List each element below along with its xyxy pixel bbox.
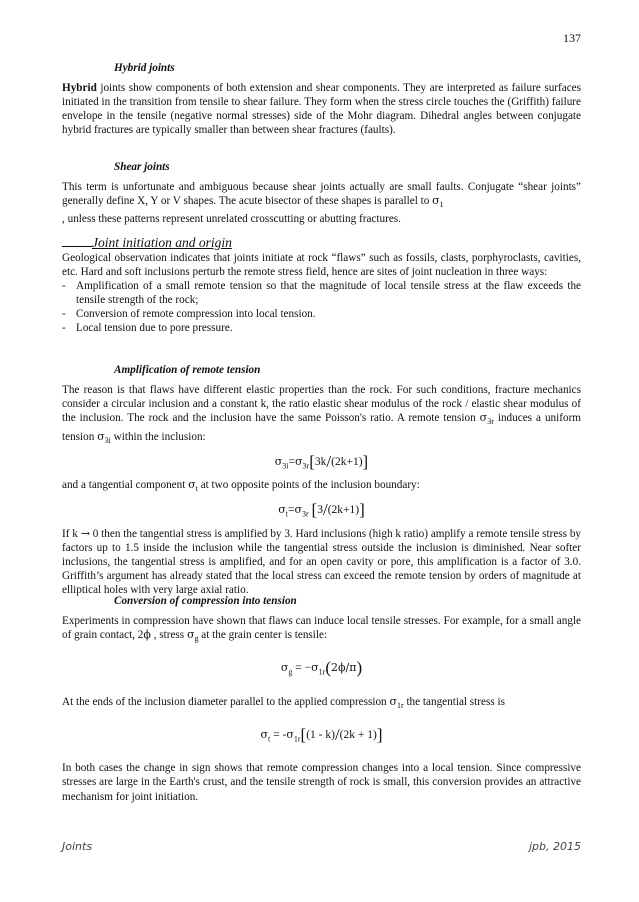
amp-text-a: The reason is that flaws have different elastic properties than the rock. For such conditions, fracture mechanics consider a circular inclusion and a constant k, the ratio elastic shear modulus of the rock / elastic shear modulus of the inclusion. The rock and the inclusion have the same Poisson's ratio. A remote tension (62, 384, 581, 425)
bracket-left: [ (309, 451, 315, 471)
paragraph-conversion-2 (62, 695, 581, 713)
conv-text-d: At the ends of the inclusion diameter parallel to the applied compression (62, 695, 390, 708)
section-amplification (62, 363, 581, 597)
paragraph-conversion-1 (62, 614, 581, 646)
sigma-symbol: σ (294, 503, 302, 517)
paren-right: ) (356, 658, 363, 678)
sigma-symbol: σ (260, 728, 269, 742)
list-item-text: Local tension due to pore pressure. (76, 322, 233, 335)
amp-text-c: within the inclusion: (110, 430, 206, 443)
sigma-subscript: t (195, 484, 198, 494)
eq-subscript: 1r (293, 734, 301, 744)
conv-text-b: , stress (150, 629, 187, 642)
amp-text-e: at two opposite points of the inclusion boundary: (197, 479, 420, 492)
paragraph-shear (62, 180, 581, 227)
sigma-symbol: σ (389, 694, 397, 708)
bullet: - (62, 322, 66, 335)
list-item (62, 279, 581, 307)
eq-subscript: 3r (302, 461, 310, 471)
sigma-symbol: σ (280, 661, 289, 675)
heading-hybrid-joints: Hybrid joints (114, 62, 175, 74)
eq-sign: = - (270, 729, 287, 742)
paragraph-conversion-3: In both cases the change in sign shows that remote compression changes into a local tension. Since compressive stresses are large in the Earth's crust, and the tensile strength of rock is small, this conversion provides an attractive mechanism for joint initiation. (62, 762, 581, 803)
list-item (62, 307, 581, 321)
shear-text-b: , unless these patterns represent unrelated crosscutting or abutting fractures. (62, 213, 401, 226)
eq-subscript: 3i (282, 461, 289, 471)
eq-denominator: (2k + 1) (339, 729, 377, 742)
bracket-right: ] (376, 725, 383, 745)
heading-amplification: Amplification of remote tension (114, 364, 261, 376)
bracket-right: ] (359, 500, 365, 520)
sigma-subscript: 1 (439, 200, 444, 210)
sigma-symbol: σ (479, 411, 488, 425)
sigma-symbol: σ (286, 728, 294, 742)
list-item (62, 321, 581, 335)
bracket-left: [ (300, 725, 307, 745)
eq-body: 3k (314, 455, 327, 468)
phi-symbol: ϕ (143, 628, 151, 642)
sigma-symbol: σ (97, 429, 105, 443)
sigma-subscript: g (194, 634, 199, 644)
sigma-symbol: σ (186, 628, 195, 642)
paragraph-amplification-1 (62, 383, 581, 448)
heading-shear-joints: Shear joints (114, 161, 170, 173)
sigma-symbol: σ (278, 503, 286, 517)
sigma-subscript: 3r (487, 417, 494, 427)
section-shear (62, 160, 581, 227)
eq-subscript: 1r (318, 667, 326, 677)
conv-text-c: at the grain center is tensile: (198, 629, 328, 642)
paren-left: ( (325, 658, 331, 678)
bullet: - (62, 280, 66, 293)
eq-subscript: g (288, 667, 293, 677)
bullet: - (62, 308, 66, 321)
eq-sign: = − (292, 662, 312, 675)
equation-3 (62, 658, 581, 682)
eq-subscript: 3r (301, 509, 309, 519)
sigma-subscript: 3i (104, 435, 111, 445)
page-number: 137 (563, 31, 581, 45)
eq-denominator: (2k+1) (327, 504, 360, 517)
hybrid-lead: Hybrid (62, 82, 97, 94)
equation-4 (62, 725, 581, 749)
eq-body: 2ϕ/π (331, 661, 357, 675)
eq-denominator: (2k+1) (331, 455, 363, 468)
heading-joint-initiation (62, 235, 581, 251)
eq-body: 3 (317, 504, 323, 517)
footer-left: Joints (62, 840, 93, 853)
paragraph-initiation: Geological observation indicates that joints initiate at rock “flaws” such as fossils, clasts, porphyroclasts, cavities, etc. Hard and soft inclusions perturb the remote stress field, hence are sites of joint nucleation in three ways: (62, 252, 581, 279)
arrow-icon: → (80, 526, 90, 540)
conv-text-a: Experiments in compression have shown that flaws can induce local tensile stresses. For example, for a small angle of grain contact, 2 (62, 615, 581, 642)
eq-subscript: t (285, 509, 288, 519)
sigma-symbol: σ (295, 454, 303, 468)
sigma-symbol: σ (188, 478, 196, 492)
amp-text-d: and a tangential component (62, 479, 189, 492)
heading-joint-initiation-text: Joint initiation and origin (92, 235, 232, 250)
footer-right: jpb, 2015 (528, 840, 581, 853)
heading-conversion: Conversion of compression into tension (114, 595, 297, 607)
amp-text-f: If k (62, 527, 81, 540)
sigma-subscript: 1r (396, 700, 404, 710)
hybrid-text: joints show components of both extension and shear components. They are interpreted as failure surfaces initiated in the transition from tensile to shear failure. They form when the stress circle touches the (Griffith) failure envelope in the tensile (negative normal stresses) side of the Mohr diagram. Dihedral angles between conjugate hybrid fractures are typically smaller than between shear fractures (faults). (62, 82, 581, 137)
amp-text-b: induces a uniform tension (62, 412, 582, 443)
sigma-symbol: σ (311, 661, 319, 675)
list-item-text: Conversion of remote compression into local tension. (76, 308, 316, 321)
sigma-symbol: σ (274, 454, 283, 468)
equation-1: $\sigma_{3i}=\sigma_{3r}[3k/(2k+1)]$ (274, 451, 369, 471)
equation-2: $\sigma_t=\sigma_{3r}$ [3/(2k+1)] (278, 500, 365, 520)
eq-slash: / (334, 725, 340, 745)
bracket-left: [ (311, 500, 318, 520)
amp-text-g: 0 then the tangential stress is amplified by 3. Hard inclusions (high k ratio) amplify a remote tensile stress by factors up to 1.5 inside the inclusion while the tangential stress outside the inclusion is diminished. Near softer inclusions, the tangential stress is amplified, and for an open cavity or pore, this amplification is a factor of 3.0. Griffith’s argument has already stated that the local stress can exceed the remote tension by orders of magnitude at elliptical holes with very large axial ratio. (62, 527, 582, 597)
sigma-symbol: σ (432, 194, 440, 208)
paragraph-hybrid (62, 81, 581, 137)
section-initiation (62, 235, 581, 336)
section-conversion (62, 594, 581, 804)
paragraph-amplification-2 (62, 478, 581, 496)
conv-text-e: the tangential stress is (403, 695, 505, 708)
paragraph-amplification-3 (62, 527, 581, 597)
shear-text-a: This term is unfortunate and ambiguous because shear joints actually are small faults. Conjugate “shear joints” generally define X, Y or V shapes. The acute bisector of these shapes is parallel to (62, 181, 581, 208)
heading-rule (62, 235, 92, 247)
eq-subscript: t (268, 734, 271, 744)
eq-numerator: (1 - k) (306, 729, 335, 742)
eq-slash: / (322, 500, 328, 520)
list-item-text: Amplification of a small remote tension so that the magnitude of local tensile stress at the flaw exceeds the tensile strength of the rock; (76, 280, 581, 307)
bracket-right: ] (362, 451, 369, 471)
eq-slash: / (326, 451, 332, 471)
section-hybrid (62, 61, 581, 137)
